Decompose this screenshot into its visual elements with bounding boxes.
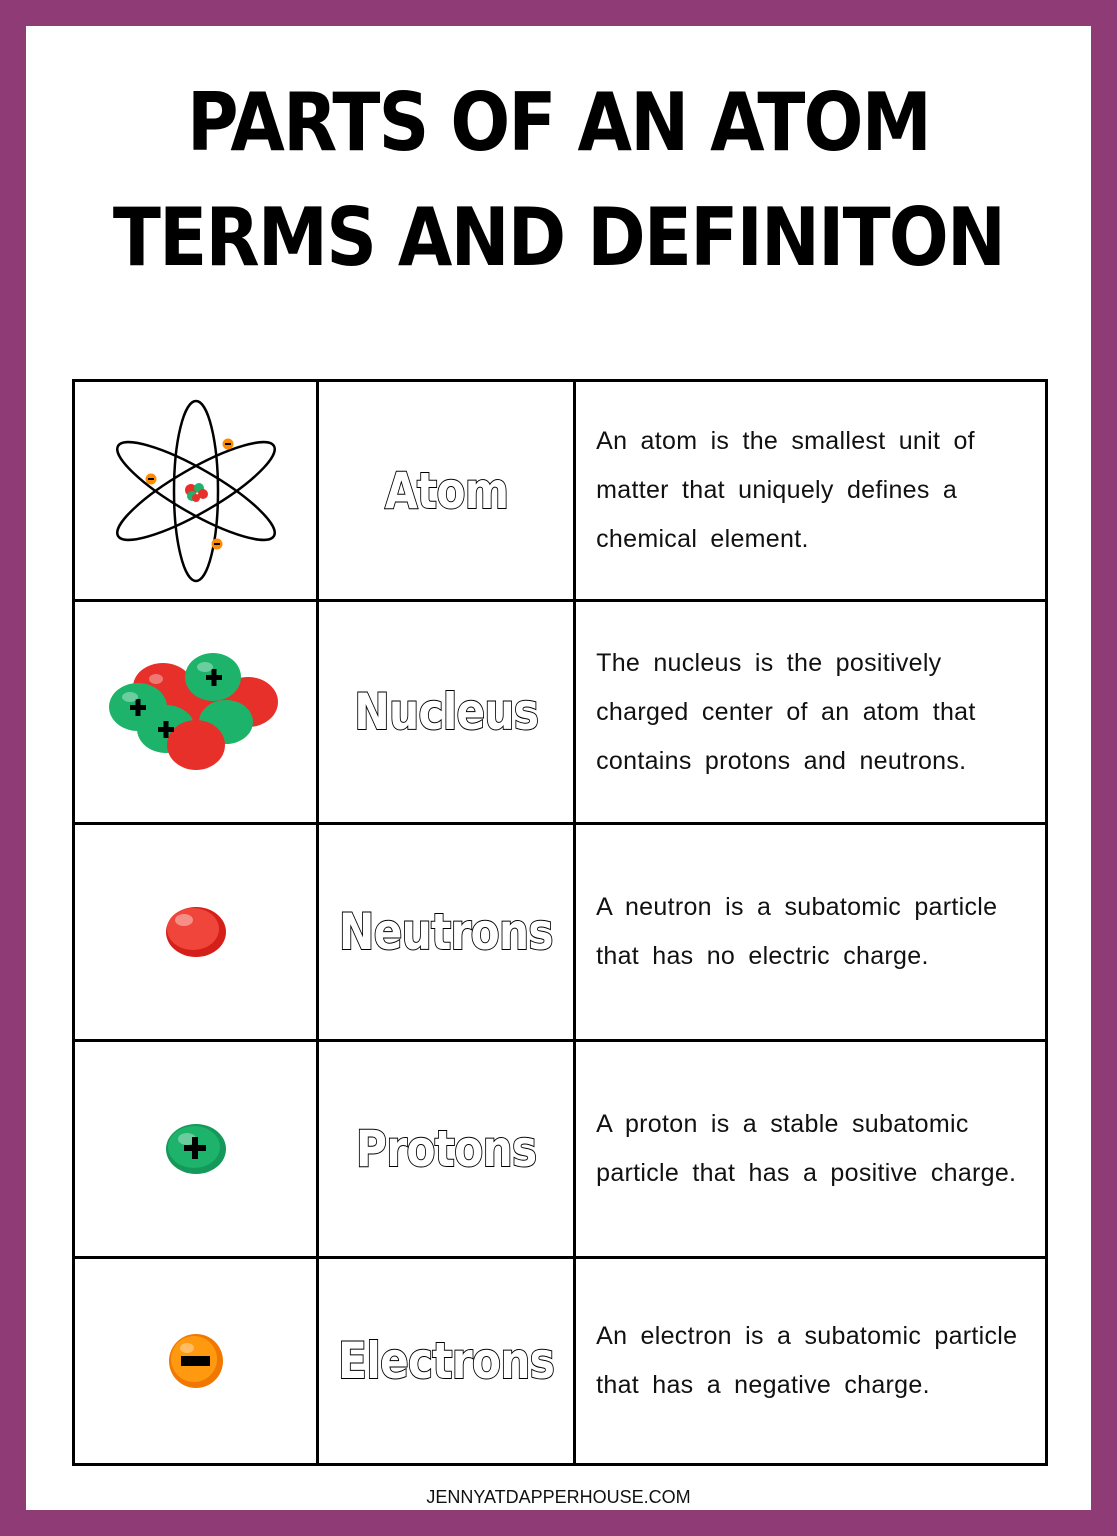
definition-cell bbox=[575, 601, 1047, 824]
definition-text: A neutron is a subatomic particle that has no electric charge. bbox=[596, 893, 998, 970]
table-row bbox=[74, 824, 1047, 1041]
neutron-icon bbox=[164, 905, 228, 959]
definition-cell bbox=[575, 1041, 1047, 1258]
term-cell bbox=[318, 1258, 575, 1465]
table-row bbox=[74, 601, 1047, 824]
definition-cell bbox=[575, 1258, 1047, 1465]
footer-website: JENNYATDAPPERHOUSE.COM bbox=[426, 1487, 691, 1507]
image-cell bbox=[74, 824, 318, 1041]
term-cell bbox=[318, 381, 575, 601]
definition-text: An electron is a subatomic particle that has a negative charge. bbox=[596, 1322, 1018, 1399]
table-row bbox=[74, 1258, 1047, 1465]
definition-text: A proton is a stable subatomic particle that has a positive charge. bbox=[596, 1110, 1017, 1187]
term-label: Electrons bbox=[338, 1332, 555, 1390]
term-label: Atom bbox=[384, 461, 508, 520]
term-label: Protons bbox=[355, 1120, 537, 1178]
atom-icon bbox=[111, 398, 281, 584]
definition-text: The nucleus is the positively charged center of an atom that contains protons and neutrons. bbox=[596, 648, 976, 775]
electron-icon bbox=[168, 1333, 224, 1389]
image-cell bbox=[74, 1258, 318, 1465]
image-cell bbox=[74, 1041, 318, 1258]
table-row bbox=[74, 1041, 1047, 1258]
image-cell bbox=[74, 381, 318, 601]
definition-text: An atom is the smallest unit of matter that uniquely defines a chemical element. bbox=[596, 427, 975, 553]
term-cell bbox=[318, 1041, 575, 1258]
image-cell bbox=[74, 601, 318, 824]
proton-icon bbox=[165, 1123, 227, 1175]
title-line-1: PARTS OF AN ATOM bbox=[186, 76, 931, 169]
definition-cell bbox=[575, 381, 1047, 601]
term-cell bbox=[318, 601, 575, 824]
title-line-2: TERMS AND DEFINITON bbox=[112, 191, 1005, 284]
table-row bbox=[74, 381, 1047, 601]
nucleus-icon bbox=[108, 647, 283, 777]
term-label: Neutrons bbox=[339, 903, 554, 961]
worksheet-page bbox=[26, 26, 1091, 1510]
definition-cell bbox=[575, 824, 1047, 1041]
term-cell bbox=[318, 824, 575, 1041]
terms-table bbox=[72, 379, 1048, 1466]
term-label: Nucleus bbox=[354, 683, 539, 741]
